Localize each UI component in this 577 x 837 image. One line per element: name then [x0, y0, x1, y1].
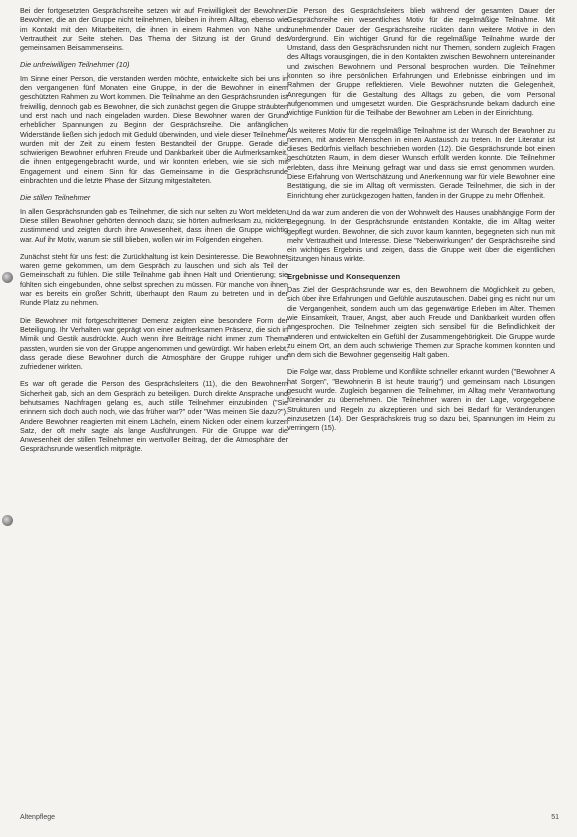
left-column	[20, 6, 288, 462]
punch-hole-icon	[2, 515, 13, 526]
body-paragraph: Als weiteres Motiv für die regelmäßige Teilnahme ist der Wunsch der Bewohner zu nennen, mit anderen Menschen in einen Austausch zu treten. In der Literatur ist dieses Bedürfnis vielfach beschrieben worden (12). Die Gesprächsrunde bot einen geschützten Raum, in dem dieser Wunsch erfüllt werden konnte. Die Teilnehmer erlebten, dass ihre Meinung gefragt war und dass sie ernst genommen wurden. Diese Erfahrung von Wertschätzung und Anerkennung war für viele Bewohner eine Bestätigung, die sie im Alltag oft vermissten. Gerade Teilnehmer, die sich in der Einrichtung eher zurückgezogen hatten, fanden in der Gruppe zu mehr Offenheit.	[287, 125, 555, 200]
body-paragraph: Die Folge war, dass Probleme und Konflikte schneller erkannt wurden ("Bewohner A hat Sorgen", "Bewohnerin B ist heute traurig") und gemeinsam nach Lösungen gesucht wurde. Zugleich begannen die Teilnehmer, im Alltag mehr Verantwortung füreinander zu übernehmen. Die Teilnehmer waren in der Lage, vorgegebene Strukturen und Regeln zu akzeptieren und sich bei Bedarf für Veränderungen einzusetzen (14). Der Gesprächskreis trug so dazu bei, Spannungen im Heim zu verringern (15).	[287, 367, 555, 433]
footer-journal-name: Altenpflege	[20, 814, 56, 821]
body-paragraph: Und da war zum anderen die von der Wohnwelt des Hauses unabhängige Form der Begegnung. In der Gesprächsrunde entstanden Kontakte, die im Alltag weiter gepflegt wurden. Bewohner, die sich zuvor kaum kannten, begegneten sich nun mit mehr Vertrautheit und Interesse. Diese "Nebenwirkungen" der Gesprächsreihe sind ein wichtiges Ergebnis und zeigen, dass die Gruppe weit über die eigentlichen Sitzungen hinaus wirkte.	[287, 207, 555, 264]
section-heading: Die stillen Teilnehmer	[20, 193, 91, 203]
body-paragraph: Im Sinne einer Person, die verstanden werden möchte, entwickelte sich bei uns in den vergangenen fünf Monaten eine Gruppe, in der die Bewohner in einem geschützten Rahmen zu Wort kommen. Die Teilnahme an den Gesprächsrunden ist freiwillig, dennoch gab es Bewohner, die sich zunächst gegen die Gruppe sträubten und erst nach und nach eingeladen wurden. Diese Bewohner waren der Grund erheblicher Spannungen zu Beginn der Gesprächsreihe. Die anfänglichen Widerstände ließen sich jedoch mit Geduld überwinden, und viele dieser Teilnehmer wurden mit der Zeit zu einem festen Bestandteil der Gruppe. Gerade die schwierigen Bewohner erfuhren Freude und Dankbarkeit über die Aufmerksamkeit, die ihnen entgegengebracht wurde, und wir konnten erleben, wie sie sich mit Engagement und einem Sinn für das Gemeinsame in die Gesprächsrunde einbrachten und die letzte Phase der Sitzung mitgestalteten.	[20, 73, 288, 186]
body-paragraph: Es war oft gerade die Person des Gesprächsleiters (11), die den Bewohnern Sicherheit gab, sich an dem Gespräch zu beteiligen. Durch direkte Ansprache und behutsames Nachfragen gelang es, auch stille Teilnehmer einzubinden ("Sie erinnern sich doch auch noch, wie das früher war?" oder "Was meinen Sie dazu?"). Andere Bewohner reagierten mit einem Lächeln, einem Nicken oder einem kurzen Satz, der oft mehr sagte als lange Ausführungen. Für die Gruppe war die Anwesenheit der stillen Teilnehmer ein wertvoller Beitrag, der die Atmosphäre der Gesprächsrunde wesentlich mitprägte.	[20, 379, 288, 454]
body-paragraph: Das Ziel der Gesprächsrunde war es, den Bewohnern die Möglichkeit zu geben, sich über ihre Erfahrungen und Gefühle auszutauschen. Dabei ging es nicht nur um die Vergangenheit, sondern auch um das gegenwärtige Erleben im Alter. Themen wie Einsamkeit, Trauer, Angst, aber auch Freude und Dankbarkeit wurden offen angesprochen. Die Teilnehmer zeigten sich sensibel für die Befindlichkeit der anderen und entwickelten ein Gefühl der Zusammengehörigkeit. Die Gruppe wurde zu einem Ort, an dem auch schwierige Themen zur Sprache kommen konnten und an dem sich die Bewohner gegenseitig Halt gaben.	[287, 285, 555, 360]
section-heading: Die unfreiwilligen Teilnehmer (10)	[20, 60, 130, 70]
section-heading: Ergebnisse und Konsequenzen	[287, 271, 401, 281]
punch-hole-icon	[2, 272, 13, 283]
intro-paragraph: Bei der fortgesetzten Gesprächsreihe setzen wir auf Freiwilligkeit der Bewohner. Bewohner, die an der Gruppe nicht teilnehmen, bleiben in ihrem Alltag, ebenso wie im Kontakt mit den Mitarbeitern, die ihnen in einem Rahmen von Nähe und Vertrautheit zur Seite stehen. Das Thema der Sitzung ist der Grund des gemeinsamen Beisammenseins.	[20, 6, 288, 53]
body-paragraph: Zunächst steht für uns fest: die Zurückhaltung ist kein Desinteresse. Die Bewohner waren gerne gekommen, um dem Gespräch zu lauschen und sich als Teil der Gemeinschaft zu fühlen. Die stille Teilnahme gab ihnen Halt und Orientierung; sie fühlten sich eingebunden, ohne selbst sprechen zu müssen. Für manche von ihnen war es bereits ein großer Schritt, überhaupt den Raum zu betreten und in der Runde Platz zu nehmen.	[20, 251, 288, 308]
body-paragraph: Die Person des Gesprächsleiters blieb während der gesamten Dauer der Gesprächsreihe ein wesentliches Motiv für die regelmäßige Teilnahme. Mit zunehmender Dauer der Gesprächsreihe rückten dann weitere Motive in den Vordergrund. Ein wichtiger Grund für die regelmäßige Teilnahme wurde der Umstand, dass den Gesprächsrunden nicht nur Themen, sondern zugleich Fragen des Alltags vorausgingen, die in den Kontakten zwischen Bewohnern untereinander und zwischen Bewohnern und Personal besprochen wurden. Die Teilnehmer konnten so ihre persönlichen Erfahrungen und Erlebnisse einbringen und im Rahmen der Gruppe reflektieren. Viele Bewohner nutzten die Gelegenheit, Anregungen für die Gestaltung des Alltags zu geben, die vom Personal aufgenommen und umgesetzt wurden. Die Gesprächsrunde bekam dadurch eine wichtige Funktion für die Teilhabe der Bewohner am Leben in der Einrichtung.	[287, 6, 555, 118]
page-number: 51	[551, 814, 559, 821]
body-paragraph: Die Bewohner mit fortgeschrittener Demenz zeigten eine besondere Form der Beteiligung. Ihr Verhalten war geprägt von einer aufmerksamen Präsenz, die sich in Mimik und Gestik ausdrückte. Auch wenn ihre Beiträge nicht immer zum Thema passten, wurden sie von der Gruppe angenommen und gewürdigt. Wir haben erlebt, dass gerade diese Bewohner durch die Atmosphäre der Gruppe ruhiger und zufriedener wirkten.	[20, 315, 288, 372]
right-column	[287, 6, 555, 440]
body-paragraph: In allen Gesprächsrunden gab es Teilnehmer, die sich nur selten zu Wort meldeten. Diese stillen Bewohner gehörten dennoch dazu; sie hörten aufmerksam zu, nickten zustimmend und zeigten durch ihre Anwesenheit, dass ihnen die Gruppe wichtig war. Auf ihr Motiv, warum sie still blieben, wollen wir im Folgenden eingehen.	[20, 206, 288, 244]
